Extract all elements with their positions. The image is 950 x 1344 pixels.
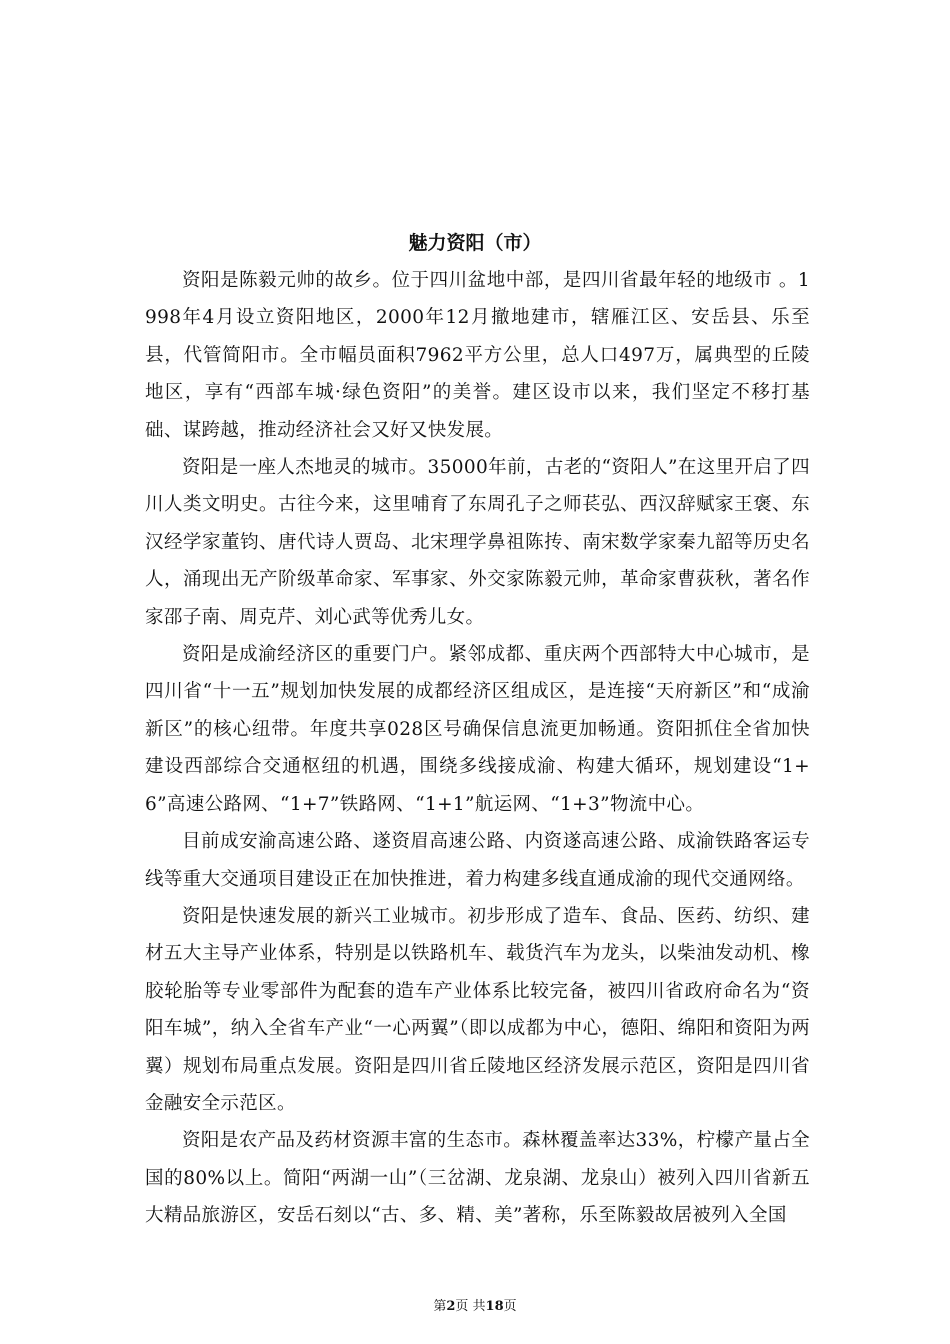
total-pages-number: 18	[485, 1299, 504, 1314]
paragraph-1: 资阳是陈毅元帅的故乡。位于四川盆地中部，是四川省最年轻的地级市 。1998年4月设立资阳地区，2000年12月撤地建市，辖雁江区、安岳县、乐至县，代管简阳市。全市幅员面积7962平方公里，总人口497万，属典型的丘陵地区，享有“西部车城·绿色资阳”的美誉。建区设市以来，我们坚定不移打基础、谋跨越，推动经济社会又好又快发展。	[145, 270, 810, 441]
paragraph-5: 资阳是快速发展的新兴工业城市。初步形成了造车、食品、医药、纺织、建材五大主导产业体系，特别是以铁路机车、载货汽车为龙头，以柴油发动机、橡胶轮胎等专业零部件为配套的造车产业体系比较完备，被四川省政府命名为“资阳车城”，纳入全省车产业“一心两翼”（即以成都为中心，德阳、绵阳和资阳为两翼）规划布局重点发展。资阳是四川省丘陵地区经济发展示范区，资阳是四川省金融安全示范区。	[145, 905, 810, 1114]
paragraph-6: 资阳是农产品及药材资源丰富的生态市。森林覆盖率达33%，柠檬产量占全国的80%以上。简阳“两湖一山”（三岔湖、龙泉湖、龙泉山）被列入四川省新五大精品旅游区，安岳石刻以“古、多、精、美”著称，乐至陈毅故居被列入全国	[145, 1130, 810, 1227]
paragraph-4: 目前成安渝高速公路、遂资眉高速公路、内资遂高速公路、成渝铁路客运专线等重大交通项目建设正在加快推进，着力构建多线直通成渝的现代交通网络。	[145, 831, 810, 890]
page-title: 魅力资阳（市）	[408, 232, 542, 254]
document-body	[145, 262, 810, 1235]
page-footer	[0, 1298, 950, 1316]
paragraph-3: 资阳是成渝经济区的重要门户。紧邻成都、重庆两个西部特大中心城市，是四川省“十一五”规划加快发展的成都经济区组成区，是连接“天府新区”和“成渝新区”的核心纽带。年度共享028区号确保信息流更加畅通。资阳抓住全省加快建设西部综合交通枢纽的机遇，围绕多线接成渝、构建大循环，规划建设“1+6”高速公路网、“1+7”铁路网、“1+1”航运网、“1+3”物流中心。	[145, 644, 810, 815]
paragraph-2: 资阳是一座人杰地灵的城市。35000年前，古老的“资阳人”在这里开启了四川人类文明史。古往今来，这里哺育了东周孔子之师苌弘、西汉辞赋家王褒、东汉经学家董钧、唐代诗人贾岛、北宋理学鼻祖陈抟、南宋数学家秦九韶等历史名人，涌现出无产阶级革命家、军事家、外交家陈毅元帅，革命家曹荻秋，著名作家邵子南、周克芹、刘心武等优秀儿女。	[145, 457, 810, 628]
footer-prefix: 第	[433, 1299, 447, 1314]
current-page-number: 2	[446, 1299, 456, 1314]
footer-suffix: 页	[503, 1299, 517, 1314]
footer-middle: 页 共	[455, 1299, 486, 1314]
